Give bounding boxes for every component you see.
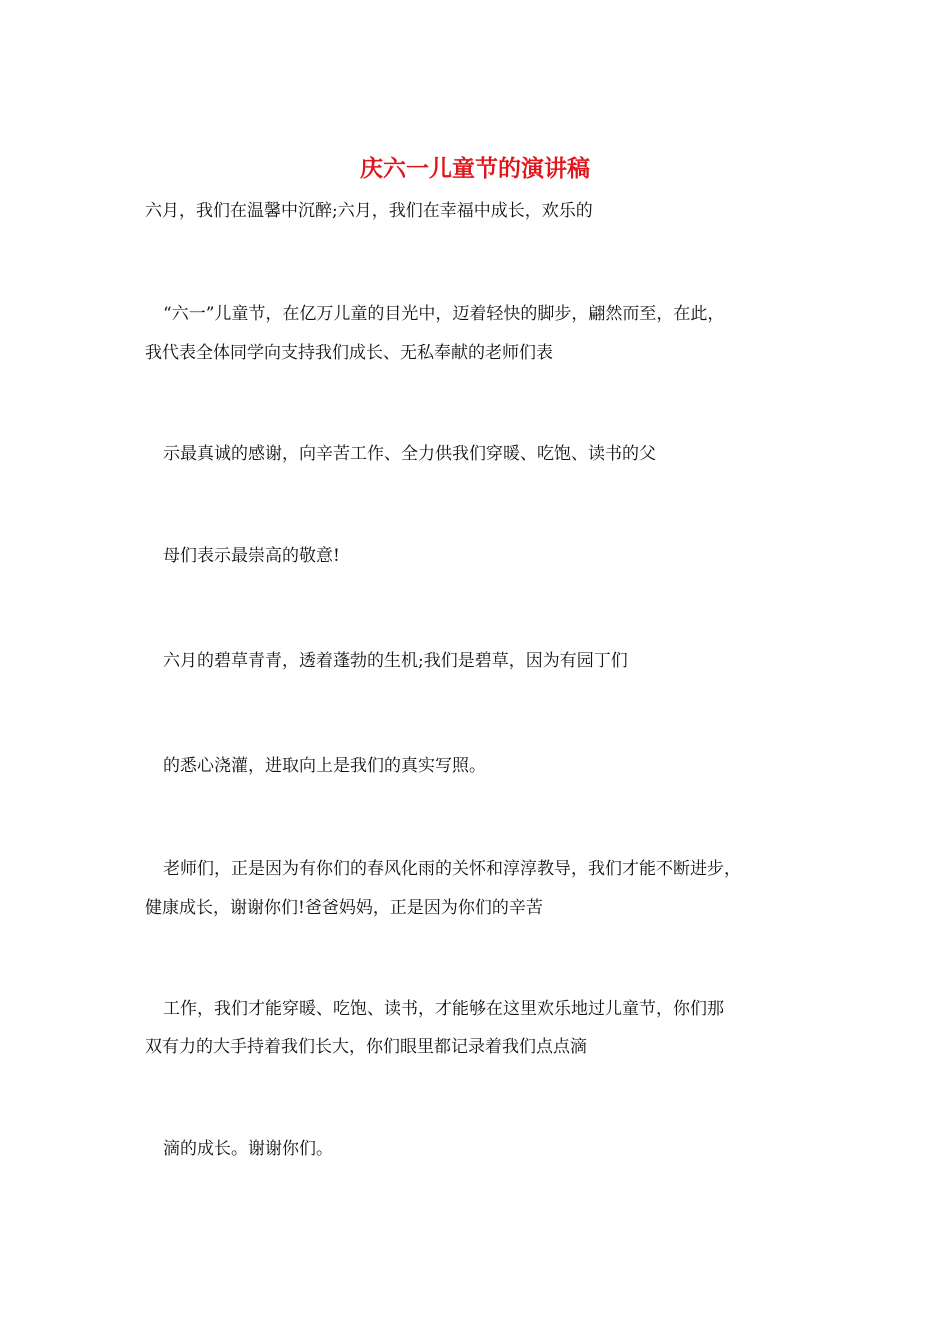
- text-line: 健康成长，谢谢你们!爸爸妈妈，正是因为你们的辛苦: [145, 898, 543, 918]
- document-title: 庆六一儿童节的演讲稿: [360, 156, 590, 182]
- text-line: 工作，我们才能穿暖、吃饱、读书，才能够在这里欢乐地过儿童节，你们那: [163, 999, 724, 1019]
- text-line: 滴的成长。谢谢你们。: [163, 1139, 333, 1159]
- text-line: 的悉心浇灌，进取向上是我们的真实写照。: [163, 756, 486, 776]
- text-line: 示最真诚的感谢，向辛苦工作、全力供我们穿暖、吃饱、读书的父: [163, 444, 656, 464]
- text-line: 老师们，正是因为有你们的春风化雨的关怀和淳淳教导，我们才能不断进步，: [163, 859, 741, 879]
- text-line: 母们表示最崇高的敬意!: [163, 546, 340, 566]
- text-line: “六一”儿童节，在亿万儿童的目光中，迈着轻快的脚步，翩然而至，在此，: [163, 304, 725, 324]
- text-line: 六月，我们在温馨中沉醉;六月，我们在幸福中成长，欢乐的: [145, 201, 593, 221]
- text-line: 六月的碧草青青，透着蓬勃的生机;我们是碧草，因为有园丁们: [163, 651, 628, 671]
- text-line: 双有力的大手持着我们长大，你们眼里都记录着我们点点滴: [145, 1037, 587, 1057]
- text-line: 我代表全体同学向支持我们成长、无私奉献的老师们表: [145, 343, 553, 363]
